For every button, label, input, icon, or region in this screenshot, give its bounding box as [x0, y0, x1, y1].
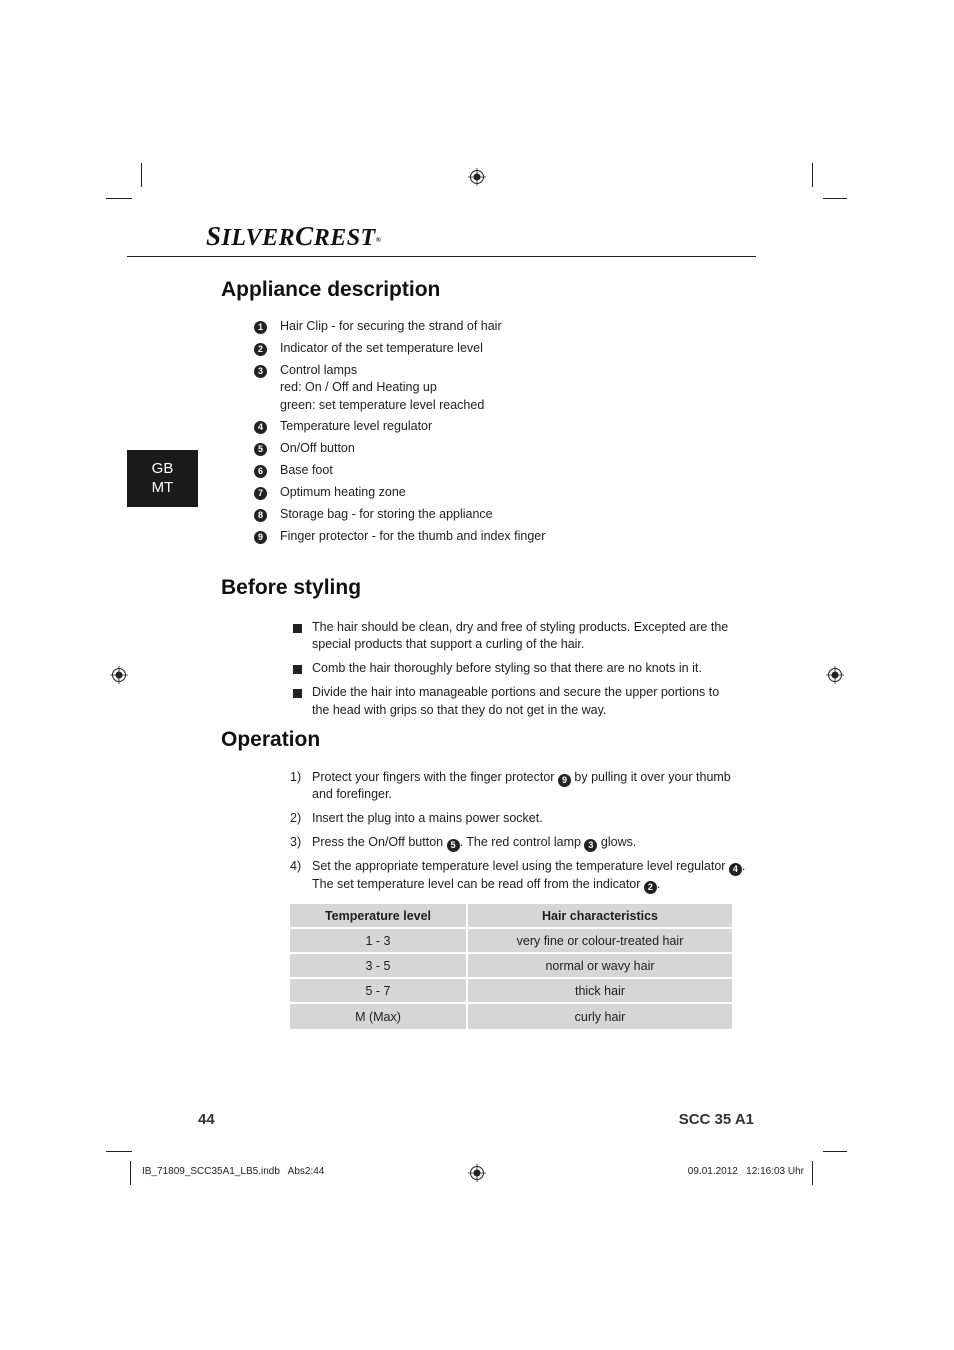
- part-reference: 9: [558, 774, 571, 787]
- part-reference: 5: [447, 839, 460, 852]
- list-item: Indicator of the set temperature level: [280, 341, 483, 355]
- table-cell: thick hair: [468, 979, 732, 1004]
- part-reference: 2: [644, 881, 657, 894]
- column-header: Hair characteristics: [468, 904, 732, 929]
- list-item: Base foot: [280, 463, 333, 477]
- item-number: 4: [254, 421, 267, 434]
- registration-mark-icon: [468, 1164, 486, 1182]
- list-item: Hair Clip - for securing the strand of hair: [280, 319, 502, 333]
- list-item: Storage bag - for storing the appliance: [280, 507, 493, 521]
- registration-mark-icon: [826, 666, 844, 684]
- item-number: 9: [254, 531, 267, 544]
- bullet-text: the head with grips so that they do not get in the way.: [312, 703, 607, 717]
- step-text: Insert the plug into a mains power socket.: [312, 811, 543, 825]
- list-item: Finger protector - for the thumb and index finger: [280, 529, 546, 543]
- crop-mark: [823, 198, 847, 199]
- item-number: 6: [254, 465, 267, 478]
- temperature-table: [290, 904, 732, 1031]
- list-item-detail: red: On / Off and Heating up: [280, 380, 437, 394]
- page-number: 44: [198, 1111, 215, 1128]
- crop-mark: [812, 163, 813, 187]
- table-row: [290, 954, 732, 979]
- item-number: 3: [254, 365, 267, 378]
- crop-mark: [106, 1151, 132, 1152]
- crop-mark: [812, 1161, 813, 1185]
- language-code: GB: [151, 460, 174, 477]
- bullet-text: The hair should be clean, dry and free of styling products. Excepted are the: [312, 620, 729, 634]
- table-header-row: [290, 904, 732, 929]
- table-cell: curly hair: [468, 1004, 732, 1031]
- list-item: Temperature level regulator: [280, 419, 433, 433]
- item-number: 7: [254, 487, 267, 500]
- item-number: 2: [254, 343, 267, 356]
- crop-mark: [130, 1161, 131, 1185]
- step-number: 2): [290, 811, 302, 825]
- bullet-text: Comb the hair thoroughly before styling so that there are no knots in it.: [312, 661, 702, 675]
- table-cell: very fine or colour-treated hair: [468, 929, 732, 954]
- section-title: Appliance description: [221, 278, 441, 301]
- table-row: [290, 1004, 732, 1031]
- list-item: Optimum heating zone: [280, 485, 406, 499]
- list-item-detail: green: set temperature level reached: [280, 398, 485, 412]
- item-number: 5: [254, 443, 267, 456]
- step-number: 1): [290, 770, 302, 784]
- table-cell: normal or wavy hair: [468, 954, 732, 979]
- item-number: 8: [254, 509, 267, 522]
- step-number: 4): [290, 859, 302, 873]
- language-code: MT: [151, 479, 174, 496]
- step-number: 3): [290, 835, 302, 849]
- part-reference: 3: [584, 839, 597, 852]
- table-cell: M (Max): [290, 1004, 468, 1031]
- header-rule: [127, 256, 756, 257]
- language-tab: [127, 450, 198, 507]
- table-row: [290, 979, 732, 1004]
- step-text: Protect your fingers with the finger protector 9 by pulling it over your thumb: [312, 770, 731, 785]
- table-row: [290, 929, 732, 954]
- registration-mark-icon: [468, 168, 486, 186]
- section-title: Before styling: [221, 576, 362, 599]
- step-text: The set temperature level can be read off from the indicator 2 .: [312, 877, 661, 892]
- crop-mark: [141, 163, 142, 187]
- bullet-square-icon: [293, 665, 302, 674]
- table-cell: 1 - 3: [290, 929, 468, 954]
- list-item: On/Off button: [280, 441, 355, 455]
- registration-mark-icon: [110, 666, 128, 684]
- crop-mark: [823, 1151, 847, 1152]
- bullet-text: Divide the hair into manageable portions and secure the upper portions to: [312, 685, 720, 699]
- bullet-square-icon: [293, 689, 302, 698]
- table-cell: 5 - 7: [290, 979, 468, 1004]
- step-text: and forefinger.: [312, 787, 392, 801]
- part-reference: 4: [729, 863, 742, 876]
- model-number: SCC 35 A1: [678, 1111, 754, 1128]
- crop-mark: [106, 198, 132, 199]
- step-text: Press the On/Off button 5 . The red control lamp 3 glows.: [312, 835, 637, 850]
- print-slug-file: IB_71809_SCC35A1_LB5.indb Abs2:44: [142, 1166, 325, 1177]
- print-slug-timestamp: 09.01.2012 12:16:03 Uhr: [687, 1166, 804, 1177]
- bullet-square-icon: [293, 624, 302, 633]
- item-number: 1: [254, 321, 267, 334]
- brand-logo: SILVERCREST®: [206, 221, 382, 251]
- table-cell: 3 - 5: [290, 954, 468, 979]
- bullet-text: special products that support a curling of the hair.: [312, 637, 585, 651]
- section-title: Operation: [221, 728, 321, 751]
- step-text: Set the appropriate temperature level using the temperature level regulator 4 .: [312, 859, 746, 874]
- column-header: Temperature level: [290, 904, 468, 929]
- list-item: Control lamps: [280, 363, 358, 377]
